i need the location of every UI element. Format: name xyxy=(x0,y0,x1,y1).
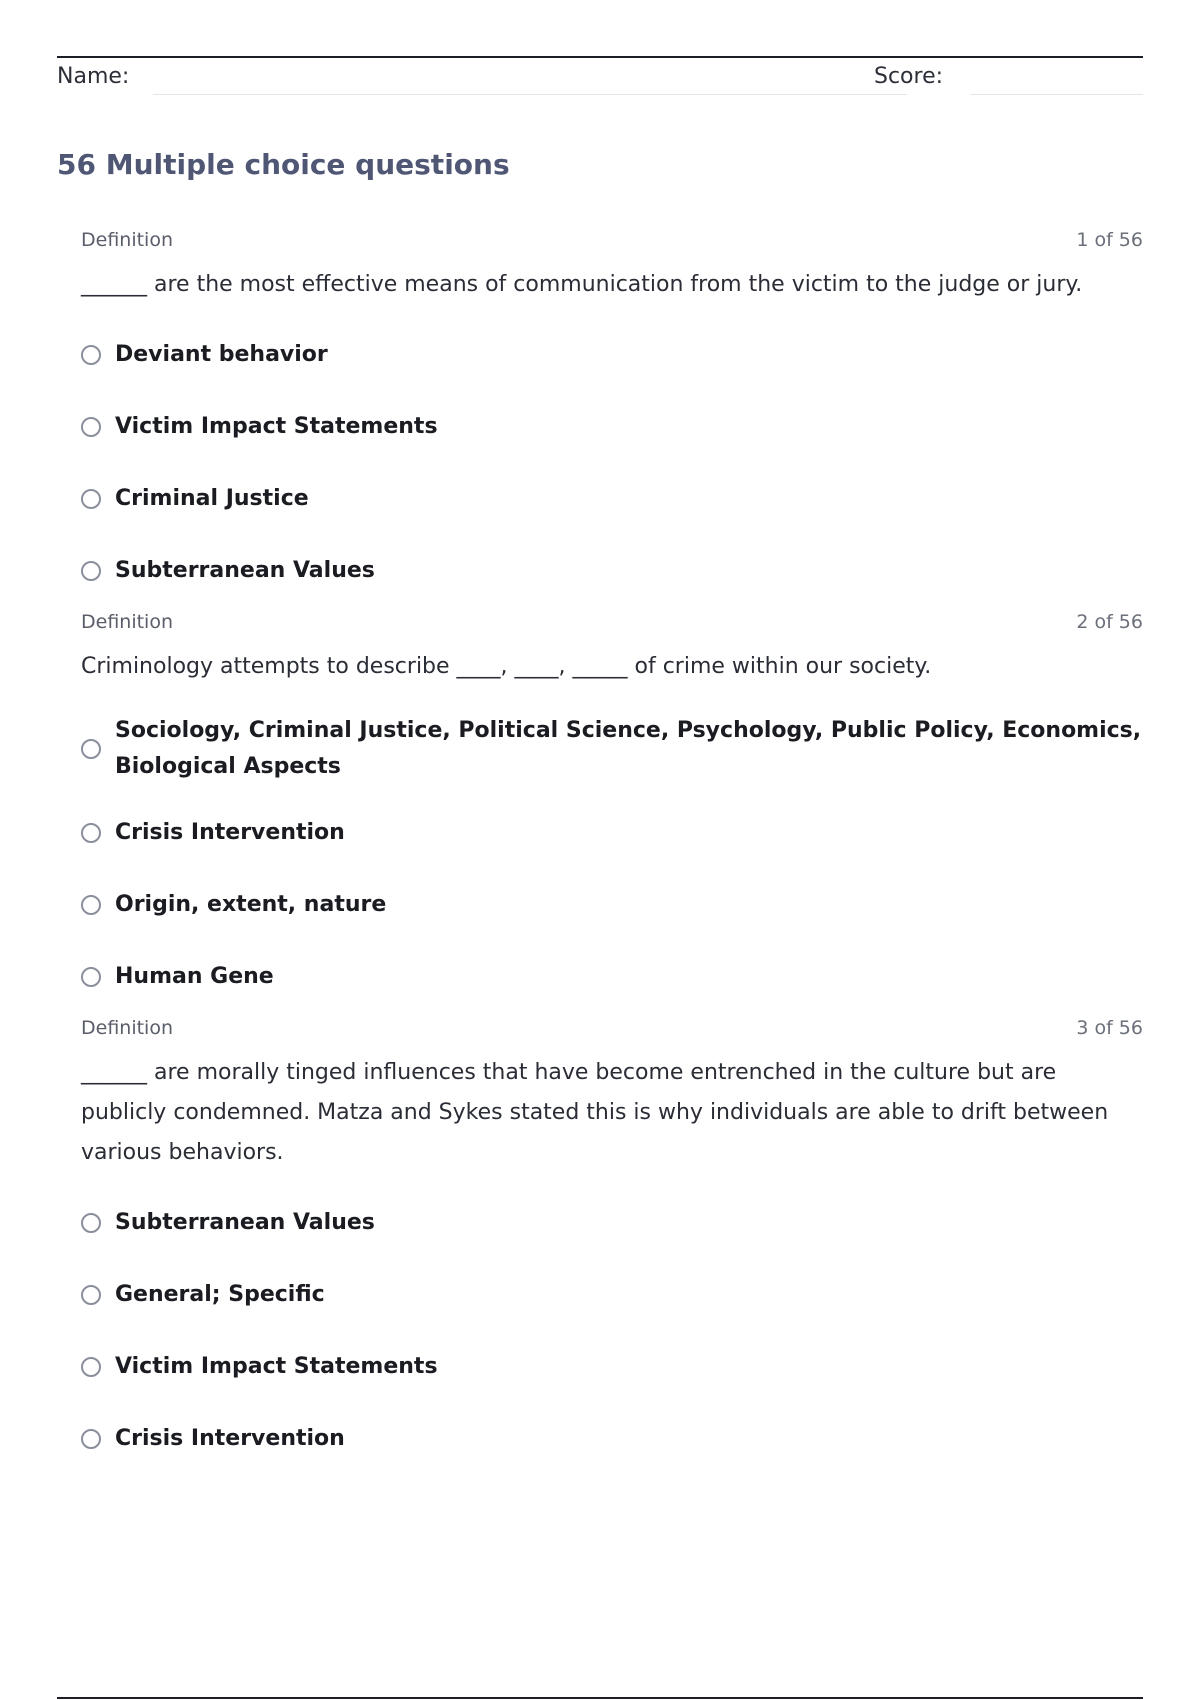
worksheet-page xyxy=(57,0,1143,1700)
answer-option[interactable] xyxy=(81,1187,1143,1259)
options-list xyxy=(81,701,1143,1013)
answer-option[interactable] xyxy=(81,941,1143,1013)
option-label: Origin, extent, nature xyxy=(115,892,387,917)
radio-button-icon[interactable] xyxy=(81,739,101,759)
option-label: Crisis Intervention xyxy=(115,1426,345,1451)
question-list xyxy=(81,225,1143,1475)
question-type: Definition xyxy=(81,611,174,633)
option-label: Crisis Intervention xyxy=(115,820,345,845)
question-count: 3 of 56 xyxy=(1076,1017,1143,1039)
option-label: Sociology, Criminal Justice, Political Science, Psychology, Public Policy, Economics, Biological Aspects xyxy=(115,718,1142,779)
question-2 xyxy=(81,607,1143,1013)
radio-button-icon[interactable] xyxy=(81,417,101,437)
answer-option[interactable] xyxy=(81,1403,1143,1475)
answer-option[interactable] xyxy=(81,391,1143,463)
radio-button-icon[interactable] xyxy=(81,967,101,987)
answer-option[interactable] xyxy=(81,1331,1143,1403)
question-header xyxy=(81,225,1143,255)
answer-option[interactable] xyxy=(81,1259,1143,1331)
radio-button-icon[interactable] xyxy=(81,1213,101,1233)
question-type: Definition xyxy=(81,229,174,251)
answer-option[interactable] xyxy=(81,535,1143,607)
question-count: 1 of 56 xyxy=(1076,229,1143,251)
answer-option[interactable] xyxy=(81,319,1143,391)
options-list xyxy=(81,1187,1143,1475)
radio-button-icon[interactable] xyxy=(81,489,101,509)
option-label: Deviant behavior xyxy=(115,342,328,367)
radio-button-icon[interactable] xyxy=(81,1285,101,1305)
name-field[interactable] xyxy=(153,94,907,95)
radio-button-icon[interactable] xyxy=(81,561,101,581)
radio-button-icon[interactable] xyxy=(81,1429,101,1449)
score-field[interactable] xyxy=(970,94,1143,95)
question-header xyxy=(81,607,1143,637)
option-label: Victim Impact Statements xyxy=(115,414,438,439)
section-title: 56 Multiple choice questions xyxy=(57,148,510,181)
option-label: Human Gene xyxy=(115,964,274,989)
score-label: Score: xyxy=(874,64,944,89)
answer-option[interactable] xyxy=(81,701,1143,797)
option-label: Criminal Justice xyxy=(115,486,309,511)
answer-option[interactable] xyxy=(81,869,1143,941)
top-divider xyxy=(57,56,1143,58)
bottom-divider xyxy=(57,1697,1143,1699)
radio-button-icon[interactable] xyxy=(81,895,101,915)
question-count: 2 of 56 xyxy=(1076,611,1143,633)
header-row xyxy=(57,62,1143,98)
radio-button-icon[interactable] xyxy=(81,345,101,365)
question-1 xyxy=(81,225,1143,607)
question-prompt: ______ are the most effective means of communication from the victim to the judge or jury. xyxy=(81,272,1083,297)
option-label: Victim Impact Statements xyxy=(115,1354,438,1379)
question-header xyxy=(81,1013,1143,1043)
option-label: Subterranean Values xyxy=(115,558,375,583)
question-prompt: ______ are morally tinged influences that have become entrenched in the culture but are publicly condemned. Matza and Sykes stated this is why individuals are able to drift between various behaviors. xyxy=(81,1060,1109,1165)
question-type: Definition xyxy=(81,1017,174,1039)
answer-option[interactable] xyxy=(81,797,1143,869)
options-list xyxy=(81,319,1143,607)
radio-button-icon[interactable] xyxy=(81,823,101,843)
question-prompt: Criminology attempts to describe ____, ____, _____ of crime within our society. xyxy=(81,654,932,679)
question-3 xyxy=(81,1013,1143,1475)
option-label: Subterranean Values xyxy=(115,1210,375,1235)
answer-option[interactable] xyxy=(81,463,1143,535)
radio-button-icon[interactable] xyxy=(81,1357,101,1377)
option-label: General; Specific xyxy=(115,1282,325,1307)
name-label: Name: xyxy=(57,64,130,89)
